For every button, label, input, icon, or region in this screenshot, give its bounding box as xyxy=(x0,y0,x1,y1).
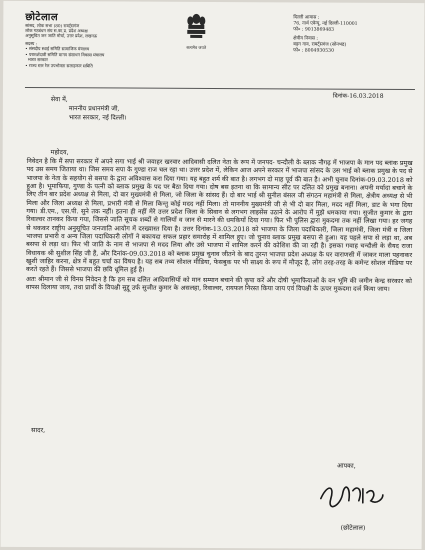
sender-block xyxy=(25,9,205,70)
membership-item: भारत सरकार xyxy=(27,57,48,63)
delhi-address-label: दिल्ली आवास : xyxy=(293,15,320,21)
state-emblem xyxy=(183,12,209,51)
salutation: महोदय, xyxy=(50,148,69,157)
sender-party-post: लोक गठबंधन संघ स.का.प्र. प्रदेश अध्यक्ष xyxy=(25,28,88,34)
letter-page xyxy=(1,1,425,549)
body-paragraph-1: निवेदन है कि मैं सपा सरकार में अपने सगा भाई श्री जवाहर खरवार आदिवासी दलित नेता के रूप में जनपद- चन्दौली के ब्लाक नौगढ़ में भाजपा के मान पद ब्लाक प्रमुख पद उस समय जिताया था। जिस समय सपा के गुण्डा राज चल रहा था। उत्तर प्रदेश में, लेकिन आज अपने सरकार में भाजपा सांसद के उस भाई को ब्लाक प्रमुख के पद से भाजपा के नेता के सहयोग से बसपा के द्वारा अविश्वास करा दिया गया। यह बहुत शर्म की बात है। लगभग दो माह पूर्व की बात है। अभी चुनाव दिनांक-09.03.2018 को हुआ है। भूमाफिया, गुण्डा के पत्नी को ब्लाक प्रमुख के पद पर बैठा दिया गया। दोष बस इतना था कि सामान्य सीट पर दलित को प्रमुख बनाना। अपनी मर्यादा बचाने के लिए तीन बार प्रदेश अध्यक्ष से मिला, दो बार मुख्यमंत्री से मिला, जो जिला के सांसद हैं। दो बार भाई श्री सुनील बंसल जी संगठन महामंत्री से मिला, क्षेत्रीय अध्यक्ष से भी मिला और जिला अध्यक्ष से मिला, प्रभारी मंत्री से मिला किन्तु कोई मदद नहीं मिला। तो माननीय मुख्यमंत्री जी से भी दो बार मिला, मदद नहीं मिला, डाट के भगा दिया गया। डी.एम., एस.पी. सुने तक नहीं। इतना ही नहीं मेरे उत्तर प्रदेश जिला के सिवान से लगभग लाइसेंस उठाने के आरोप में मुझे धमकाया गया। सुजीत कुमार के द्वारा रिवाल्वर तानकर किया गया, जिससे जाति सूचक शब्दों से गालियाँ व जान से मारने की धमकियाँ दिया गया। फिर भी पुलिस द्वारा मुकदमा तक नहीं लिखा गया। हर जगह से थककर राष्ट्रीय अनुसूचित जनजाति आयोग में दरख्वास्त दिया है। उत्तर दिनांक-13.03.2018 को भाजपा के जिला पदाधिकारी, जिला महामंत्री, जिला मंत्री व जिला भाजपा प्रभारी व अन्य जिला पदाधिकारी लोगों ने बकायदा सफल प्रहार समारोह में शामिल हुए। जो चुनाव ब्लाक प्रमुख बसपा से हुआ। यह पहले सपा से लड़ा था, अब बसपा से लड़ा था। फिर भी जाति के नाम से भाजपा से मदद लिया और उसे भाजपा में शामिल करने की कोशिश की जा रही है। इसका गवाह चन्दौली के सैयद राजा विधायक श्री सुशील सिंह जी हैं, और दिनांक-09.03.2018 को ब्लाक प्रमुख चुनाव जीतने के बाद तुरन्त भाजपा प्रदेश अध्यक्ष के घर वाराणसी में जाकर माला पहनाकर खुशी जाहिर करना, क्षेत्र में बहुत चर्चा का विषय है। यह सब तथ्य सोशल मीडिया, फेसबुक पर भी साक्ष्य के रूप में मौजूद है, लोग तरह-तरह के कमेन्ट सोशल मीडिया पर करते रहते हैं। जिससे भाजपा की छवि धूमिल हुई है। xyxy=(26,157,413,275)
membership-label: सदस्य : xyxy=(25,40,38,46)
body-paragraph-2: अतः श्रीमान जी से विनम्र निवेदन है कि हम सब दलित आदिवासियों को मान सम्मान बचाने की कृपा करें और दोषी भूमाफियाओं के वन भूमि की जमीन केन्द्र सरकार को वापस दिलाया जाय, तथा प्रार्थी के विपक्षी सुद्दू उर्फ सुजीत कुमार के असलहा, रिवाल्वर, रायफल निरस्त किया जाय एवं विपक्षी के ऊपर मुकदमा दर्ज किया जाय। xyxy=(25,274,412,294)
recipient-line: माननीय प्रधानमंत्री जी, xyxy=(68,105,120,113)
sender-name: छोटेलाल xyxy=(25,12,59,24)
letter-body xyxy=(26,157,413,294)
handwritten-signature xyxy=(317,477,387,513)
sender-designation: सांसद, लोक सभा (80) राबर्ट्सगंज xyxy=(25,23,80,29)
local-address-label: क्षेत्रीय निवास : xyxy=(293,36,318,42)
membership-item: • राज्य स्तर रेल उपभोक्ता सलाहकार समिति xyxy=(25,63,93,69)
membership-item: • संसदीय स्थाई समिति सामाजिक मंत्रालय xyxy=(25,46,90,52)
lion-capital-icon xyxy=(185,12,207,40)
recipient-line: भारत सरकार, नई दिल्ली। xyxy=(68,114,127,122)
local-address: बड़ग गाव, राबर्ट्सगंज (सोनभद्र) xyxy=(293,42,347,49)
letter-date: दिनांक-16.03.2018 xyxy=(332,92,384,100)
emblem-caption: सत्यमेव जयते xyxy=(186,44,207,50)
recipient-line: सेवा में, xyxy=(50,96,68,104)
membership-item: • परामर्शदात्री समिति मानव संसाधन विकास मंत्रालय xyxy=(25,51,105,58)
local-phone: फो० : 8004930530 xyxy=(293,48,335,55)
header-divider xyxy=(25,87,415,90)
delhi-address: 76, नार्थ एवेन्यू, नई दिल्ली-110001 xyxy=(293,21,358,27)
membership-list xyxy=(25,41,205,70)
address-block xyxy=(293,15,421,55)
closing: सादर, xyxy=(31,426,46,435)
delhi-phone: फो० : 9013869483 xyxy=(293,27,335,33)
signatory-name: (छोटेलाल) xyxy=(340,523,366,532)
recipient-block xyxy=(51,95,127,122)
yours-line: आपका, xyxy=(336,461,356,470)
sender-morcha: अनुसूचित जन जाति मोर्चा, उत्तर प्रदेश, लखनऊ xyxy=(25,33,98,39)
